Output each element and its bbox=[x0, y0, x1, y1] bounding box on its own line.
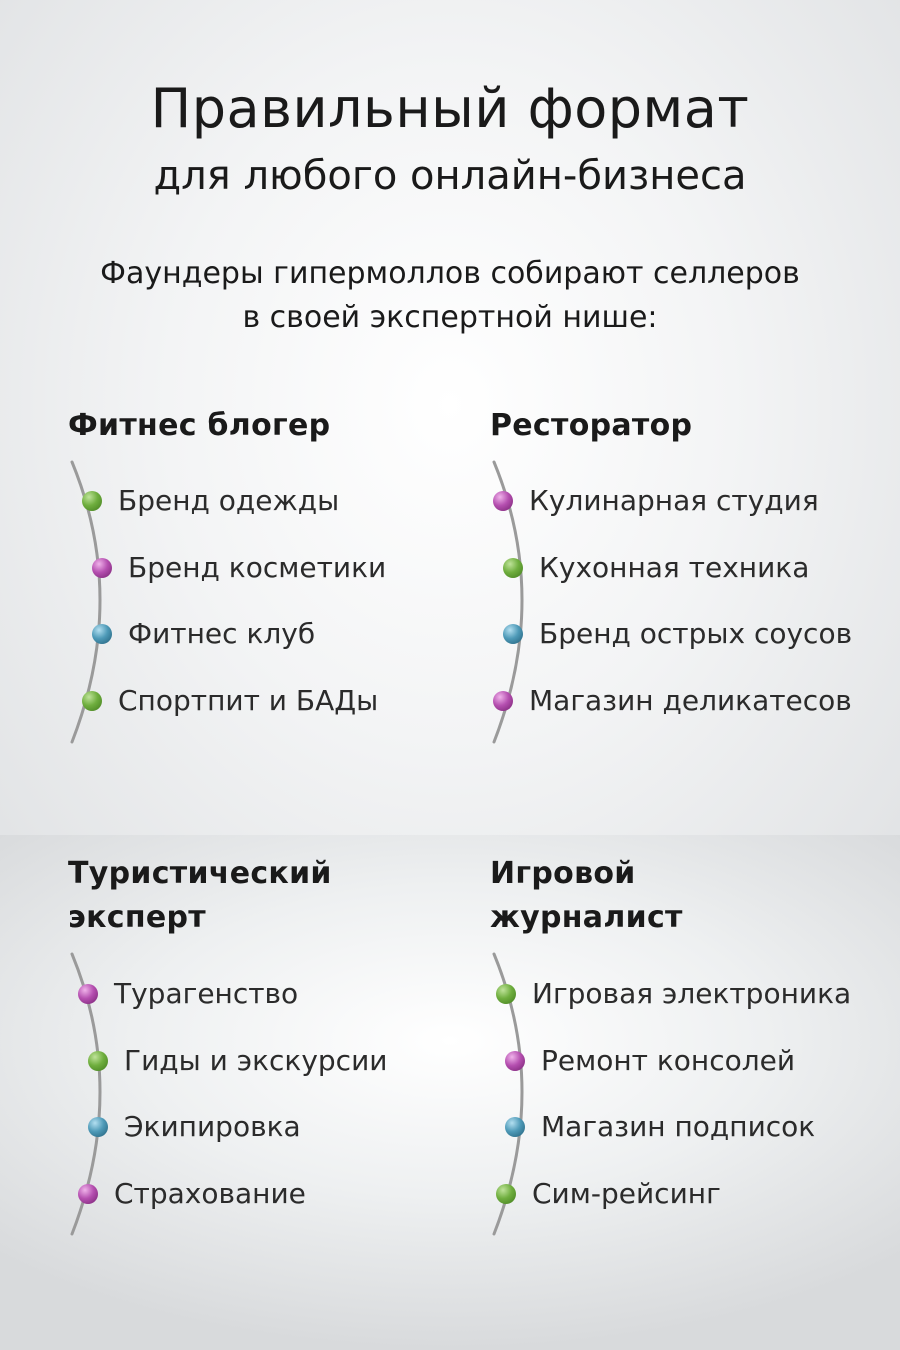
bullet-dot-icon bbox=[88, 1051, 108, 1071]
bullet-dot-icon bbox=[92, 558, 112, 578]
bullet-dot-icon bbox=[82, 491, 102, 511]
block-fitness-blogger bbox=[68, 404, 330, 448]
bullet-dot-icon bbox=[503, 558, 523, 578]
list-item: Бренд косметики bbox=[92, 551, 386, 584]
block-title-line-1: Игровой bbox=[490, 856, 636, 891]
page-title: Правильный формат bbox=[150, 77, 750, 140]
list-item: Экипировка bbox=[88, 1110, 301, 1143]
bullet-dot-icon bbox=[92, 624, 112, 644]
list-item: Кухонная техника bbox=[503, 551, 809, 584]
bullet-dot-icon bbox=[496, 1184, 516, 1204]
block-travel-expert bbox=[68, 852, 332, 940]
block-title-line-1: Туристический bbox=[68, 856, 332, 891]
list-item: Турагенство bbox=[78, 977, 298, 1010]
list-item: Гиды и экскурсии bbox=[88, 1044, 387, 1077]
bullet-dot-icon bbox=[493, 691, 513, 711]
list-item: Сим-рейсинг bbox=[496, 1177, 721, 1210]
page-subtitle: для любого онлайн-бизнеса bbox=[153, 153, 747, 199]
block-restaurateur bbox=[490, 404, 692, 448]
list-item: Фитнес клуб bbox=[92, 617, 315, 650]
bullet-dot-icon bbox=[505, 1051, 525, 1071]
bullet-dot-icon bbox=[496, 984, 516, 1004]
list-item: Бренд одежды bbox=[82, 484, 339, 517]
intro-text bbox=[0, 252, 900, 340]
list-item: Магазин подписок bbox=[505, 1110, 815, 1143]
block-title-line-2: журналист bbox=[490, 900, 683, 935]
bullet-dot-icon bbox=[78, 1184, 98, 1204]
block-title: Ресторатор bbox=[490, 408, 693, 443]
intro-line-1: Фаундеры гипермоллов собирают селлеров bbox=[100, 256, 800, 291]
block-title: Фитнес блогер bbox=[68, 408, 331, 443]
block-title-line-2: эксперт bbox=[68, 900, 206, 935]
bullet-dot-icon bbox=[505, 1117, 525, 1137]
list-item: Спортпит и БАДы bbox=[82, 684, 378, 717]
list-item: Страхование bbox=[78, 1177, 306, 1210]
bullet-dot-icon bbox=[503, 624, 523, 644]
bullet-dot-icon bbox=[78, 984, 98, 1004]
list-item: Кулинарная студия bbox=[493, 484, 819, 517]
bullet-dot-icon bbox=[88, 1117, 108, 1137]
bullet-dot-icon bbox=[493, 491, 513, 511]
intro-line-2: в своей экспертной нише: bbox=[242, 300, 658, 335]
block-gaming-journalist bbox=[490, 852, 683, 940]
list-item: Бренд острых соусов bbox=[503, 617, 852, 650]
list-item: Ремонт консолей bbox=[505, 1044, 795, 1077]
bullet-dot-icon bbox=[82, 691, 102, 711]
list-item: Магазин деликатесов bbox=[493, 684, 852, 717]
list-item: Игровая электроника bbox=[496, 977, 851, 1010]
